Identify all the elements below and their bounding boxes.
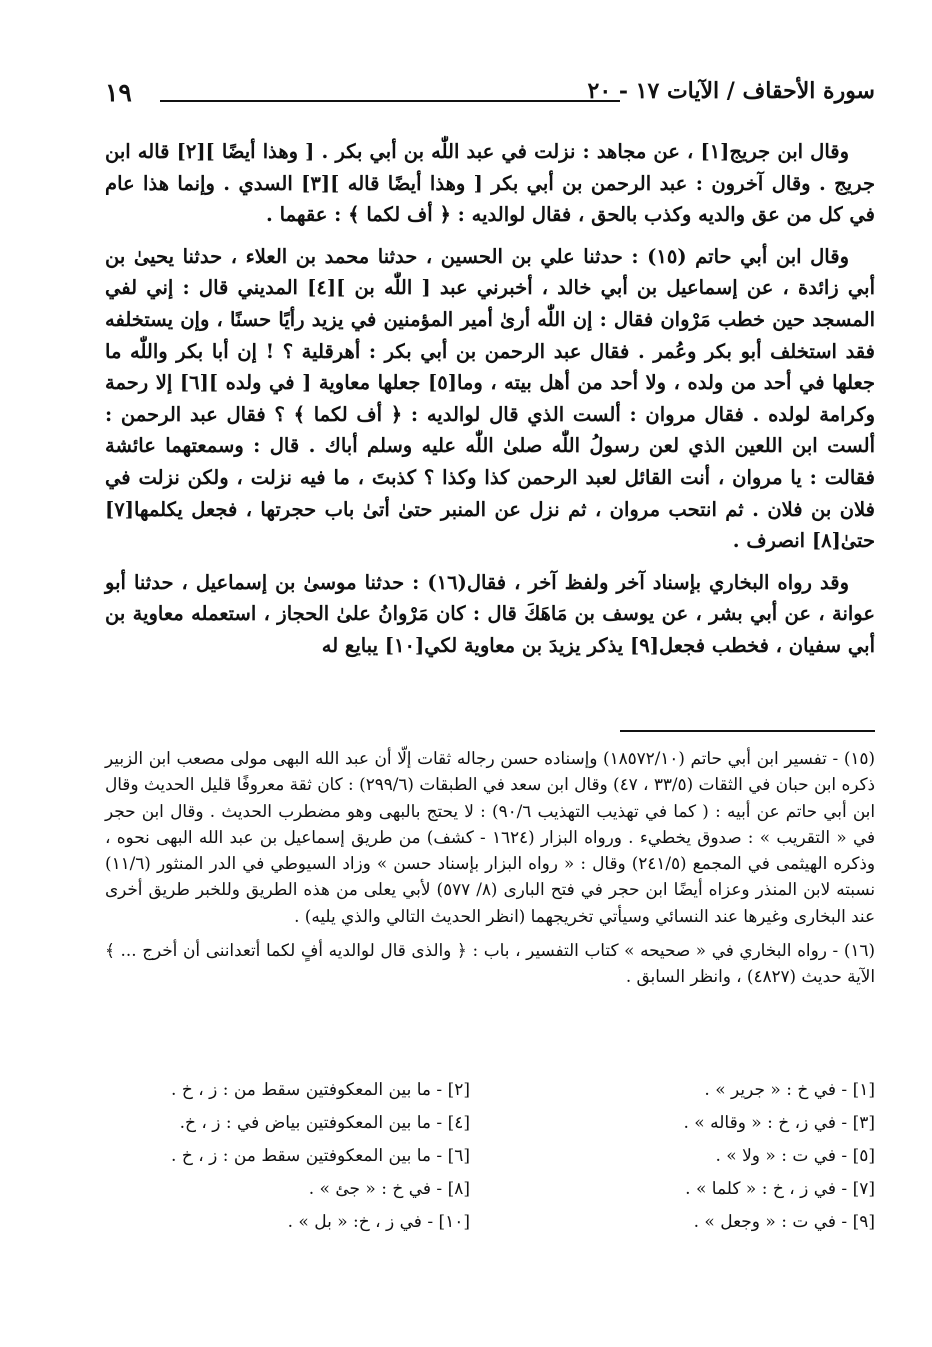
page-number: ١٩ bbox=[105, 78, 132, 107]
variant-note-7: [٧] - في ز ، خ : « كلما » . bbox=[685, 1179, 875, 1199]
variant-note-3: [٣] - في ز، خ : « وقاله » . bbox=[683, 1113, 875, 1133]
main-text bbox=[105, 136, 875, 672]
paragraph-2: وقال ابن أبي حاتم (١٥) : حدثنا علي بن الحسين ، حدثنا محمد بن العلاء ، حدثنا يحيىٰ بن أبي زائدة ، عن إسماعيل بن أبي خالد ، أخبرني عبد [ اللّٰه بن ][٤] المديني قال : إني لفي المسجد حين خطب مَرْوان فقال : إن اللّٰه أرىٰ أمير المؤمنين في يزيد رأيًا حسنًا ، وإن يستخلفه فقد استخلف أبو بكر وعُمر . فقال عبد الرحمن بن أبي بكر : أهرقلية ؟ ! إن أبا بكر واللّٰه ما جعلها في أحد من ولده ، ولا أحد من أهل بيته ، وما[٥] جعلها معاوية [ في ولده ][٦] إلا رحمة وكرامة لولده . فقال مروان : ألست الذي قال لوالديه : ﴿ أف لكما ﴾ ؟ فقال عبد الرحمن : ألست ابن اللعين الذي لعن رسولُ اللّٰه صلىٰ اللّٰه عليه وسلم أباك . قال : وسمعتهما عائشة فقالت : يا مروان ، أنت القائل لعبد الرحمن كذا وكذا ؟ كذبتَ ، ما فيه نزلت ، ولكن نزلت في فلان بن فلان . ثم انتحب مروان ، ثم نزل عن المنبر حتىٰ أتىٰ باب حجرتها ، فجعل يكلمها[٧] حتىٰ[٨] انصرف . bbox=[105, 244, 876, 553]
footnotes bbox=[105, 745, 875, 998]
variant-note-4: [٤] - ما بين المعكوفتين بياض في : ز ، خ. bbox=[179, 1113, 470, 1133]
footnote-15: (١٥) - تفسير ابن أبي حاتم (١٨٥٧٢/١٠) وإسناده حسن رجاله ثقات إلّا أن عبد الله البهى مولى مصعب ابن الزبير ذكره ابن حبان في الثقات (٣٣/٥ ، ٤٧) وقال ابن سعد في الطبقات (٢٩٩/٦) : كان ثقة معروفًا قليل الحديث وقال ابن أبي حاتم عن أبيه : ( كما في تهذيب التهذيب ٩٠/٦) : لا يحتج بالبهى وهو مضطرب الحديث . وقال ابن حجر في « التقريب » : صدوق يخطيء . ورواه البزار (١٦٢٤ - كشف) من طريق إسماعيل بن عبد الله البهى نحوه ، وذكره الهيثمى في المجمع (٢٤١/٥) وقال : « رواه البزار بإسناد حسن » وزاد السيوطي في الدر المنثور (١١/٦) نسبته لابن المنذر وعزاه أيضًا ابن حجر في فتح البارى (٨/ ٥٧٧) لأبي يعلى من هذه الطريق وللخبر طريق أخرى عند البخارى وغيرها عند النسائي وسيأتي تخريجهما (انظر الحديث التالي والذي يليه) . bbox=[105, 748, 875, 926]
variant-note-8: [٨] - في خ : « جئ » . bbox=[308, 1179, 470, 1199]
paragraph-1: وقال ابن جريج[١] ، عن مجاهد : نزلت في عبد اللّٰه بن أبي بكر . [ وهذا أيضًا ][٢] قاله ابن جريج . وقال آخرون : عبد الرحمن بن أبي بكر [ وهذا أيضًا قاله ][٣] السدي . وإنما هذا عام في كل من عق والديه وكذب بالحق ، فقال لوالديه : ﴿ أف لكما ﴾ : عقهما . bbox=[105, 140, 875, 227]
paragraph-3: وقد رواه البخاري بإسناد آخر ولفظ آخر ، فقال(١٦) : حدثنا موسىٰ بن إسماعيل ، حدثنا أبو عوانة ، عن أبي بشر ، عن يوسف بن مَاهَكَ قال : كان مَرْوانُ علىٰ الحجاز ، استعمله معاوية بن أبي سفيان ، فخطب فجعل[٩] يذكر يزيدَ بن معاوية لكي[١٠] يبايع له bbox=[105, 570, 876, 657]
footnote-16: (١٦) - رواه البخاري في « صحيحه » كتاب التفسير ، باب : ﴿ والذى قال لوالديه أفٍ لكما أتعداننى أن أخرج ... ﴾ الآية حديث (٤٨٢٧) ، وانظر السابق . bbox=[105, 940, 875, 987]
variant-note-10: [١٠] - في ز ، خ: « بل » . bbox=[287, 1212, 470, 1232]
header-rule bbox=[160, 100, 620, 102]
variant-note-5: [٥] - في ت : « ولا » . bbox=[715, 1146, 875, 1166]
variant-note-1: [١] - في خ : « جرير » . bbox=[704, 1080, 875, 1100]
variant-note-9: [٩] - في ت : « وجعل » . bbox=[693, 1212, 875, 1232]
footnote-divider bbox=[620, 730, 875, 732]
manuscript-variants bbox=[105, 1080, 875, 1245]
variant-note-6: [٦] - ما بين المعكوفتين سقط من : ز ، خ . bbox=[171, 1146, 470, 1166]
surah-heading: سورة الأحقاف / الآيات ١٧ - ٢٠ bbox=[587, 78, 875, 104]
variant-note-2: [٢] - ما بين المعكوفتين سقط من : ز ، خ . bbox=[171, 1080, 470, 1100]
page-header bbox=[105, 78, 875, 118]
